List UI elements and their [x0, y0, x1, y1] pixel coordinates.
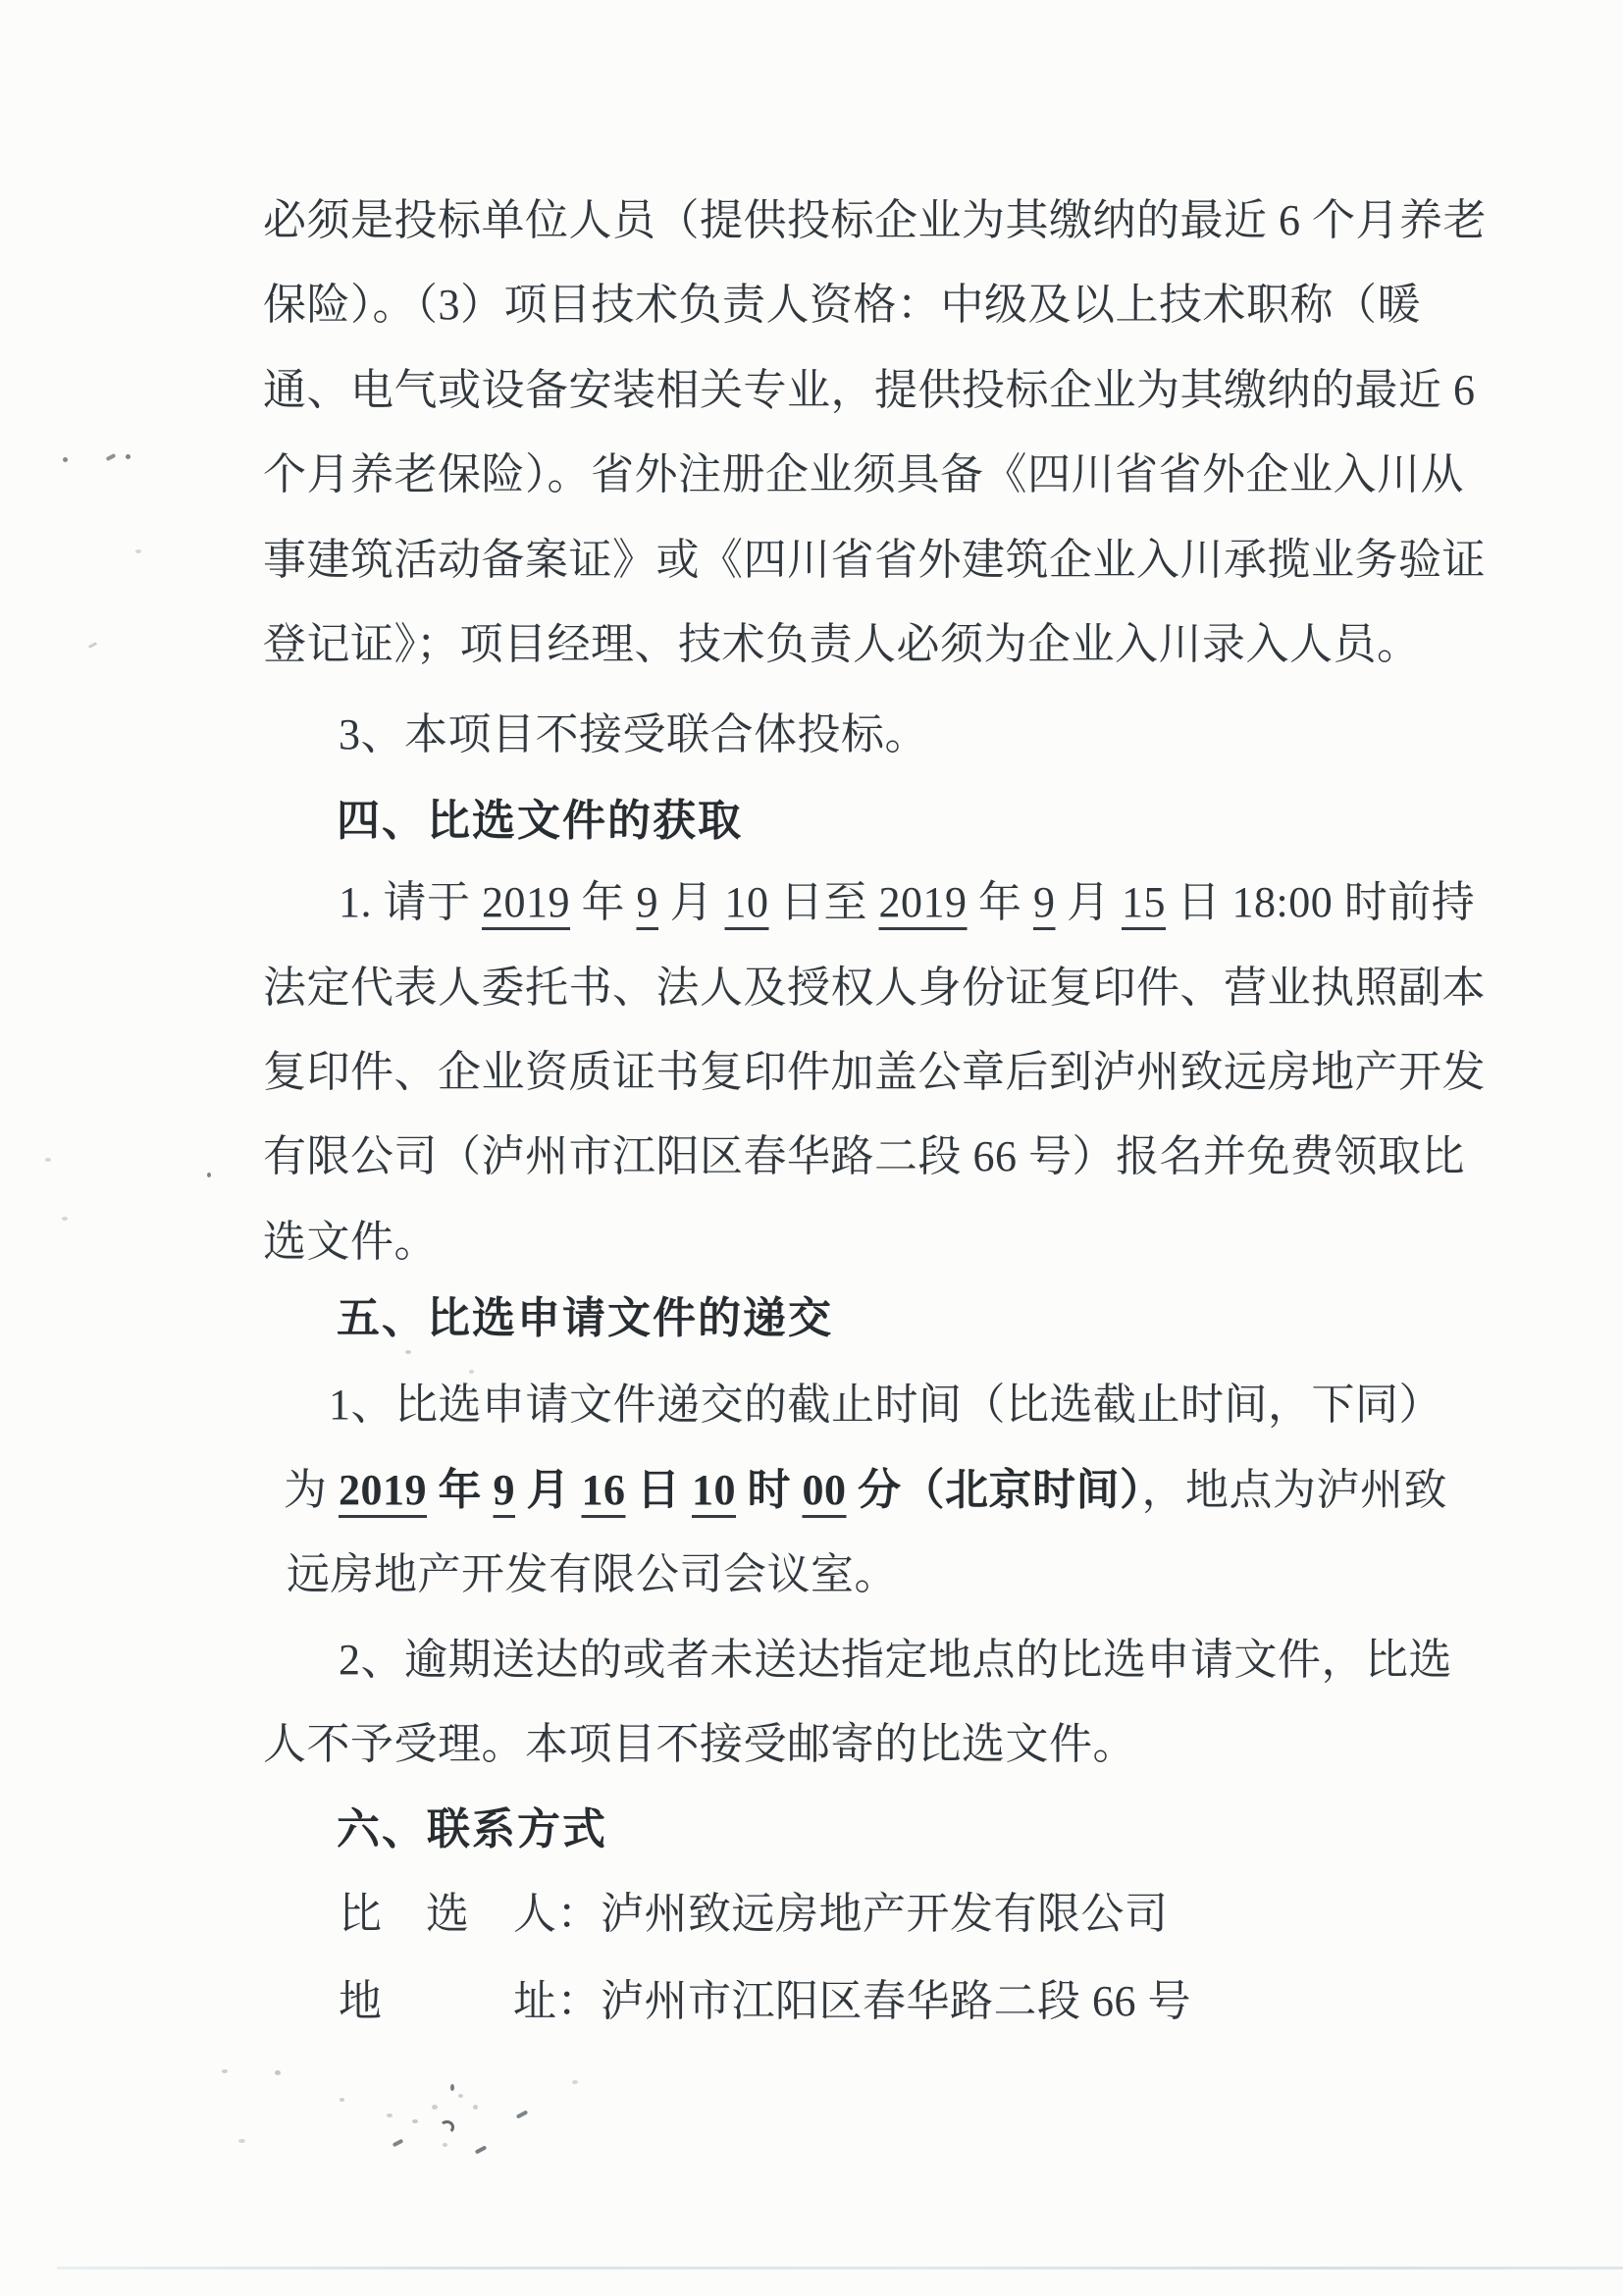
- bold-text-segment: 分（北京时间）: [846, 1466, 1142, 1514]
- scan-speck: [469, 1370, 474, 1374]
- heading-text: 六、联系方式: [337, 1805, 607, 1853]
- text-line: [263, 958, 1486, 1018]
- bold-text-segment: 时: [736, 1466, 803, 1514]
- text-segment: 地 址：泸州市江阳区春华路二段 66 号: [339, 1977, 1191, 2025]
- bold-text-segment: 月: [515, 1466, 582, 1514]
- text-segment: 3、本项目不接受联合体投标。: [339, 710, 928, 758]
- scan-speck: [106, 453, 117, 461]
- contact-line: [339, 1971, 1191, 2032]
- contact-line: [339, 1884, 1169, 1945]
- scan-speck: [443, 2143, 447, 2147]
- scan-speck: [275, 2070, 281, 2075]
- text-segment: 2、逾期送达的或者未送达指定地点的比选申请文件，比选: [339, 1636, 1452, 1684]
- scan-speck: [475, 2145, 487, 2154]
- scan-speck: [238, 2139, 245, 2143]
- text-line: [339, 704, 928, 765]
- underlined-date-part: 15: [1122, 878, 1166, 926]
- scan-speck: [340, 2098, 344, 2102]
- scan-speck: [88, 642, 97, 649]
- text-segment: 1. 请于: [339, 878, 482, 926]
- text-segment: 人不予受理。本项目不接受邮寄的比选文件。: [263, 1720, 1136, 1768]
- scan-speck: [412, 2119, 418, 2123]
- text-segment: 个月养老保险）。省外注册企业须具备《四川省省外企业入川从: [263, 450, 1464, 498]
- scan-speck: [450, 2084, 454, 2091]
- text-line: [339, 872, 1475, 933]
- scan-speck: [473, 2105, 478, 2110]
- scan-speck: [126, 454, 131, 459]
- text-line: [263, 530, 1486, 591]
- text-line: [263, 614, 1421, 675]
- section-heading: [337, 1288, 833, 1349]
- text-segment: 月: [658, 878, 725, 926]
- scan-speck: [207, 1173, 211, 1177]
- text-segment: 有限公司（泸州市江阳区春华路二段 66 号）报名并免费领取比: [263, 1132, 1465, 1180]
- bold-text-segment: 年: [427, 1466, 494, 1514]
- scan-edge-line: [57, 2267, 1623, 2270]
- scan-speck: [45, 1158, 51, 1162]
- text-line: [263, 1714, 1136, 1775]
- scan-speck: [458, 2094, 463, 2098]
- text-segment: 日 18:00 时前持: [1166, 878, 1476, 926]
- scan-speck: [393, 2139, 404, 2148]
- text-segment: 保险）。（3）项目技术负责人资格：中级及以上技术职称（暖: [263, 281, 1421, 329]
- underlined-deadline-part: 00: [802, 1466, 847, 1514]
- bold-text-segment: 日: [625, 1466, 692, 1514]
- text-line: [263, 1212, 438, 1273]
- section-heading: [337, 791, 743, 852]
- text-segment: 为: [284, 1466, 339, 1514]
- section-heading: [337, 1800, 607, 1860]
- text-segment: 远房地产开发有限公司会议室。: [287, 1550, 898, 1598]
- underlined-date-part: 9: [1033, 878, 1056, 926]
- text-segment: 复印件、企业资质证书复印件加盖公章后到泸州致远房地产开发: [263, 1048, 1486, 1096]
- text-line: [263, 275, 1421, 336]
- text-line: [263, 1126, 1465, 1187]
- text-line: [263, 190, 1487, 251]
- text-segment: 月: [1055, 878, 1122, 926]
- underlined-deadline-part: 9: [493, 1466, 515, 1514]
- text-line: [284, 1460, 1447, 1521]
- scan-speck: [222, 2069, 228, 2073]
- text-segment: ，地点为泸州致: [1141, 1466, 1447, 1514]
- underlined-deadline-part: 10: [692, 1466, 736, 1514]
- underlined-date-part: 2019: [482, 878, 570, 926]
- text-line: [263, 360, 1476, 421]
- text-segment: 年: [570, 878, 637, 926]
- scan-speck: [440, 2120, 454, 2134]
- underlined-date-part: 2019: [878, 878, 968, 926]
- underlined-deadline-part: 16: [581, 1466, 626, 1514]
- underlined-date-part: 10: [724, 878, 769, 926]
- text-segment: 比 选 人：泸州致远房地产开发有限公司: [339, 1890, 1169, 1938]
- text-line: [263, 444, 1464, 505]
- underlined-date-part: 9: [636, 878, 658, 926]
- text-segment: 年: [967, 878, 1033, 926]
- heading-text: 五、比选申请文件的递交: [337, 1294, 833, 1342]
- heading-text: 四、比选文件的获取: [337, 797, 743, 845]
- text-segment: 法定代表人委托书、法人及授权人身份证复印件、营业执照副本: [263, 964, 1486, 1012]
- scan-speck: [405, 1350, 411, 1354]
- scan-speck: [62, 1217, 68, 1221]
- scan-speck: [432, 2105, 438, 2110]
- underlined-deadline-part: 2019: [339, 1466, 427, 1514]
- scan-speck: [63, 457, 68, 462]
- text-segment: 1、比选申请文件递交的截止时间（比选截止时间，下同）: [329, 1381, 1442, 1429]
- scan-speck: [572, 2080, 578, 2084]
- text-line: [263, 1042, 1486, 1103]
- text-segment: 登记证》；项目经理、技术负责人必须为企业入川录入人员。: [263, 620, 1421, 668]
- scan-speck: [516, 2110, 528, 2118]
- text-segment: 事建筑活动备案证》或《四川省省外建筑企业入川承揽业务验证: [263, 536, 1486, 584]
- scan-speck: [387, 2113, 393, 2117]
- text-line: [329, 1375, 1442, 1435]
- text-segment: 通、电气或设备安装相关专业，提供投标企业为其缴纳的最近 6: [263, 366, 1476, 414]
- text-line: [287, 1544, 898, 1605]
- text-segment: 日至: [768, 878, 879, 926]
- text-line: [339, 1630, 1452, 1691]
- text-segment: 选文件。: [263, 1218, 438, 1266]
- scan-speck: [135, 549, 141, 553]
- text-segment: 必须是投标单位人员（提供投标企业为其缴纳的最近 6 个月养老: [263, 196, 1487, 244]
